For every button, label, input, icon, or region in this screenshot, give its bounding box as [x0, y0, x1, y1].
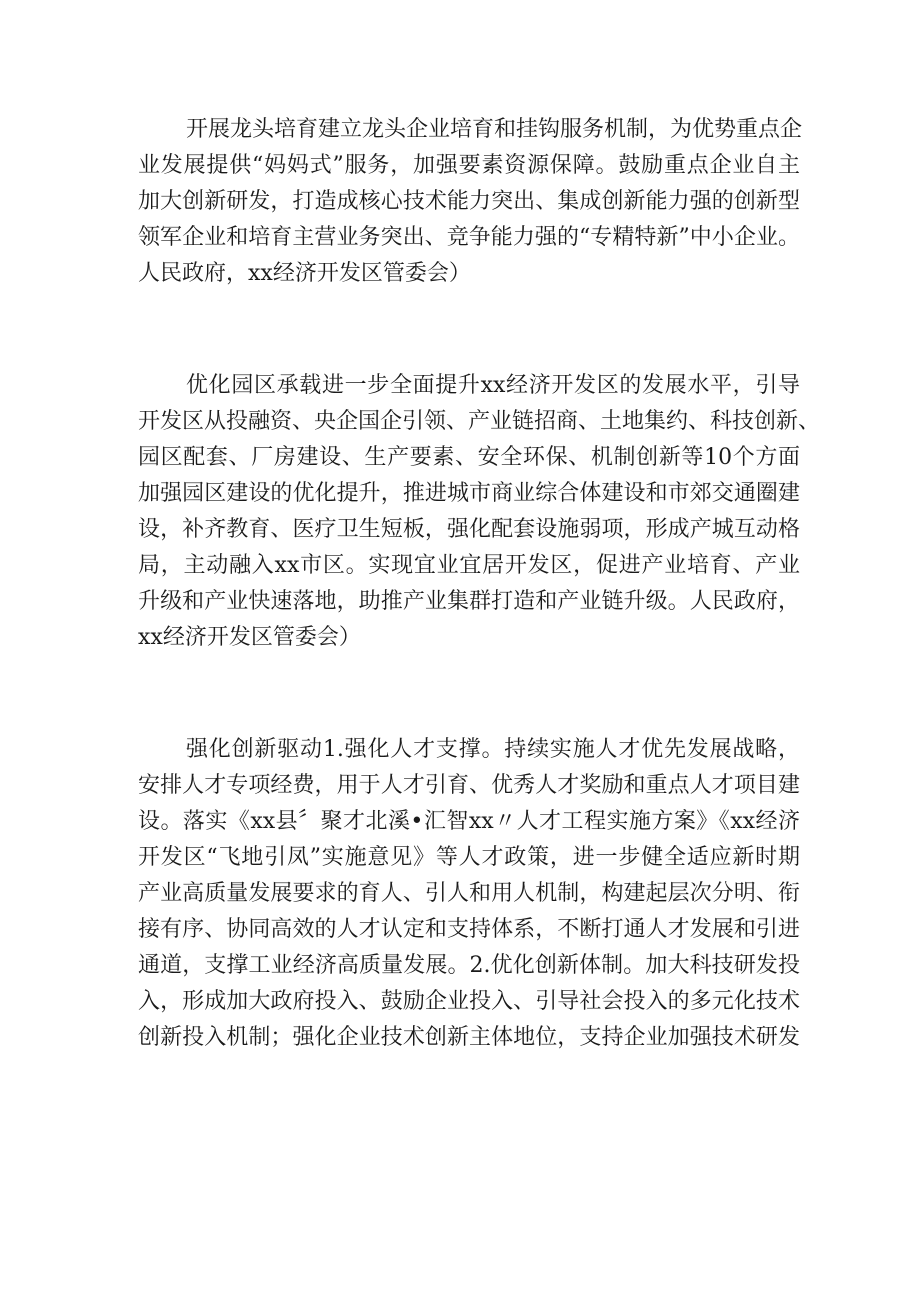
paragraph-line: 设。落实《xx县〞聚才北溪•汇智xx〃人才工程实施方案》《xx经济 — [138, 809, 800, 834]
paragraph-line: 升级和产业快速落地，助推产业集群打造和产业链升级。人民政府， — [138, 589, 800, 614]
paragraph-line: 强化创新驱动1.强化人才支撑。持续实施人才优先发展战略， — [186, 737, 800, 762]
paragraph-line: 局，主动融入xx市区。实现宜业宜居开发区，促进产业培育、产业 — [138, 553, 800, 578]
paragraph-line: 领军企业和培育主营业务突出、竞争能力强的“专精特新”中小企业。 — [138, 225, 800, 250]
paragraph-line: 人民政府，xx经济开发区管委会） — [138, 261, 471, 286]
paragraph-line: 设，补齐教育、医疗卫生短板，强化配套设施弱项，形成产城互动格 — [138, 517, 800, 542]
paragraph-park-optimization — [138, 368, 821, 656]
paragraph-line: 开发区“飞地引凤”实施意见》等人才政策，进一步健全适应新时期 — [138, 845, 800, 870]
paragraph-line: 入，形成加大政府投入、鼓励企业投入、引导社会投入的多元化技术 — [138, 989, 800, 1014]
paragraph-innovation-drive — [138, 732, 800, 1056]
paragraph-line: 开发区从投融资、央企国企引领、产业链招商、土地集约、科技创新、 — [138, 409, 821, 434]
paragraph-line: 安排人才专项经费，用于人才引育、优秀人才奖励和重点人才项目建 — [138, 773, 800, 798]
paragraph-line: 加大创新研发，打造成核心技术能力突出、集成创新能力强的创新型 — [138, 189, 800, 214]
paragraph-line: 接有序、协同高效的人才认定和支持体系，不断打通人才发展和引进 — [138, 917, 800, 942]
paragraph-line: 优化园区承载进一步全面提升xx经济开发区的发展水平，引导 — [186, 373, 800, 398]
paragraph-line: 园区配套、厂房建设、生产要素、安全环保、机制创新等10个方面 — [138, 445, 800, 470]
paragraph-line: 产业高质量发展要求的育人、引人和用人机制，构建起层次分明、衔 — [138, 881, 800, 906]
paragraph-line: 开展龙头培育建立龙头企业培育和挂钩服务机制，为优势重点企 — [186, 117, 803, 142]
paragraph-line: 加强园区建设的优化提升，推进城市商业综合体建设和市郊交通圈建 — [138, 481, 800, 506]
paragraph-line: xx经济开发区管委会） — [138, 625, 361, 650]
paragraph-line: 业发展提供“妈妈式”服务，加强要素资源保障。鼓励重点企业自主 — [138, 153, 800, 178]
paragraph-leading-enterprises — [138, 112, 803, 292]
paragraph-line: 通道，支撑工业经济高质量发展。2.优化创新体制。加大科技研发投 — [138, 953, 800, 978]
paragraph-line: 创新投入机制；强化企业技术创新主体地位，支持企业加强技术研发 — [138, 1025, 800, 1050]
